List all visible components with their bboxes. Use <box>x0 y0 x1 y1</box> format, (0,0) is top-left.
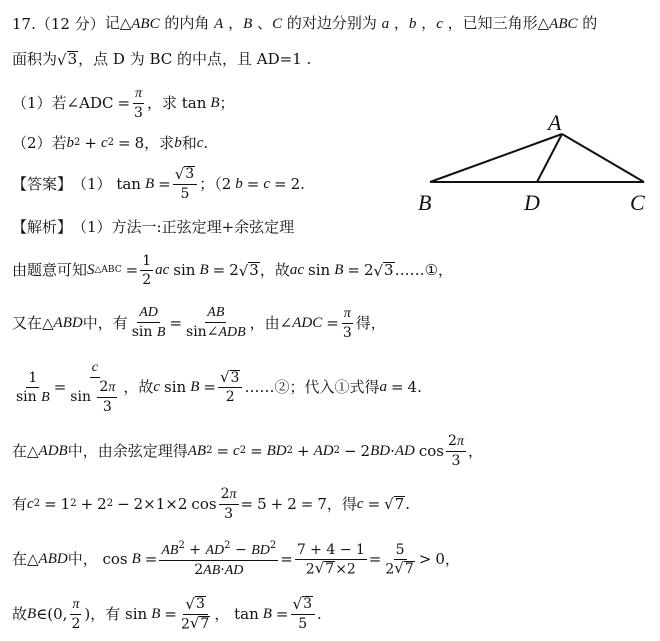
label-d: D <box>524 190 540 215</box>
analysis-step-6: 在△ ABD 中， cos B = $\frac{AB^2 + AD^2 - BD^2}{2AB\cdot AD}$ = 7 + 4 − 1 2 √ 7 ×2 = 5 2 √ 7 > 0 ， <box>12 540 460 579</box>
side-ac <box>562 134 644 182</box>
problem-score: （12 分） <box>35 14 105 33</box>
label-a: A <box>548 110 562 135</box>
problem-number: 17. <box>12 14 36 33</box>
label-c: C <box>630 190 645 215</box>
side-ab <box>430 134 562 182</box>
answer-line: 【答案】 （1） tan B = √ 3 5 ；（2 b = c = 2 . <box>12 164 305 202</box>
label-b: B <box>418 190 432 215</box>
analysis-step-5: 有 c 2 = 1 2 + 2 2 − 2×1×2 cos $\frac{2\pi}{3}$ = 5 + 2 = 7 ，得 c = √ 7 . <box>12 486 411 523</box>
analysis-step-3: $\frac{1}{\text{sin B}}$ = c sin $\frac{2\pi}{3}$ ，故 c sin B = √ 3 2 ……②；代入①式得 a = 4 . <box>16 360 422 416</box>
analysis-method-line <box>12 218 294 237</box>
question-2: （2）若 b 2 + c 2 = 8 ，求 b 和 c . <box>12 134 209 152</box>
problem-statement-line-2: 面积为 √ 3 ，点 D 为 BC 的中点，且 AD=1 . <box>12 50 312 69</box>
triangle-diagram <box>412 104 652 224</box>
analysis-step-4: 在△ ADB 中，由余弦定理得 AB 2 = c 2 = BD 2 + AD 2 − 2 BD · AD cos $\frac{2\pi}{3}$ ， <box>12 433 483 470</box>
analysis-method: （1）方法一:正弦定理+余弦定理 <box>72 218 295 236</box>
question-1: （1）若∠ADC = $\frac{\pi}{3}$ ，求 tan B ； <box>12 86 235 122</box>
analysis-step-2: 又在△ ABD 中，有 $\frac{AD}{\text{sin B}}$ = $\frac{AB}{\text{sin∠ADB}}$ ，由∠ ADC = $\frac{\pi}{3}$ 得， <box>12 305 386 341</box>
analysis-label: 【解析】 <box>12 218 73 236</box>
analysis-step-1: 由题意可知 S △ABC = $\frac{1}{2}$ ac sin B = 2 √ 3 ，故 ac sin B = 2 √ 3 ……①， <box>12 253 454 289</box>
problem-statement-line-1 <box>12 14 597 34</box>
answer-label: 【答案】 <box>12 174 73 193</box>
analysis-step-7: 故 B ∈(0, $\frac{\pi}{2}$ ) ，有 sin B = √ 3 2 √ 7 ， tan B = √ 3 5 . <box>12 594 322 633</box>
problem-line-1-body: 记△ABC 的内角 A ，B 、C 的对边分别为 a ，b ，c ，已知三角形△ABC 的 <box>104 14 598 32</box>
